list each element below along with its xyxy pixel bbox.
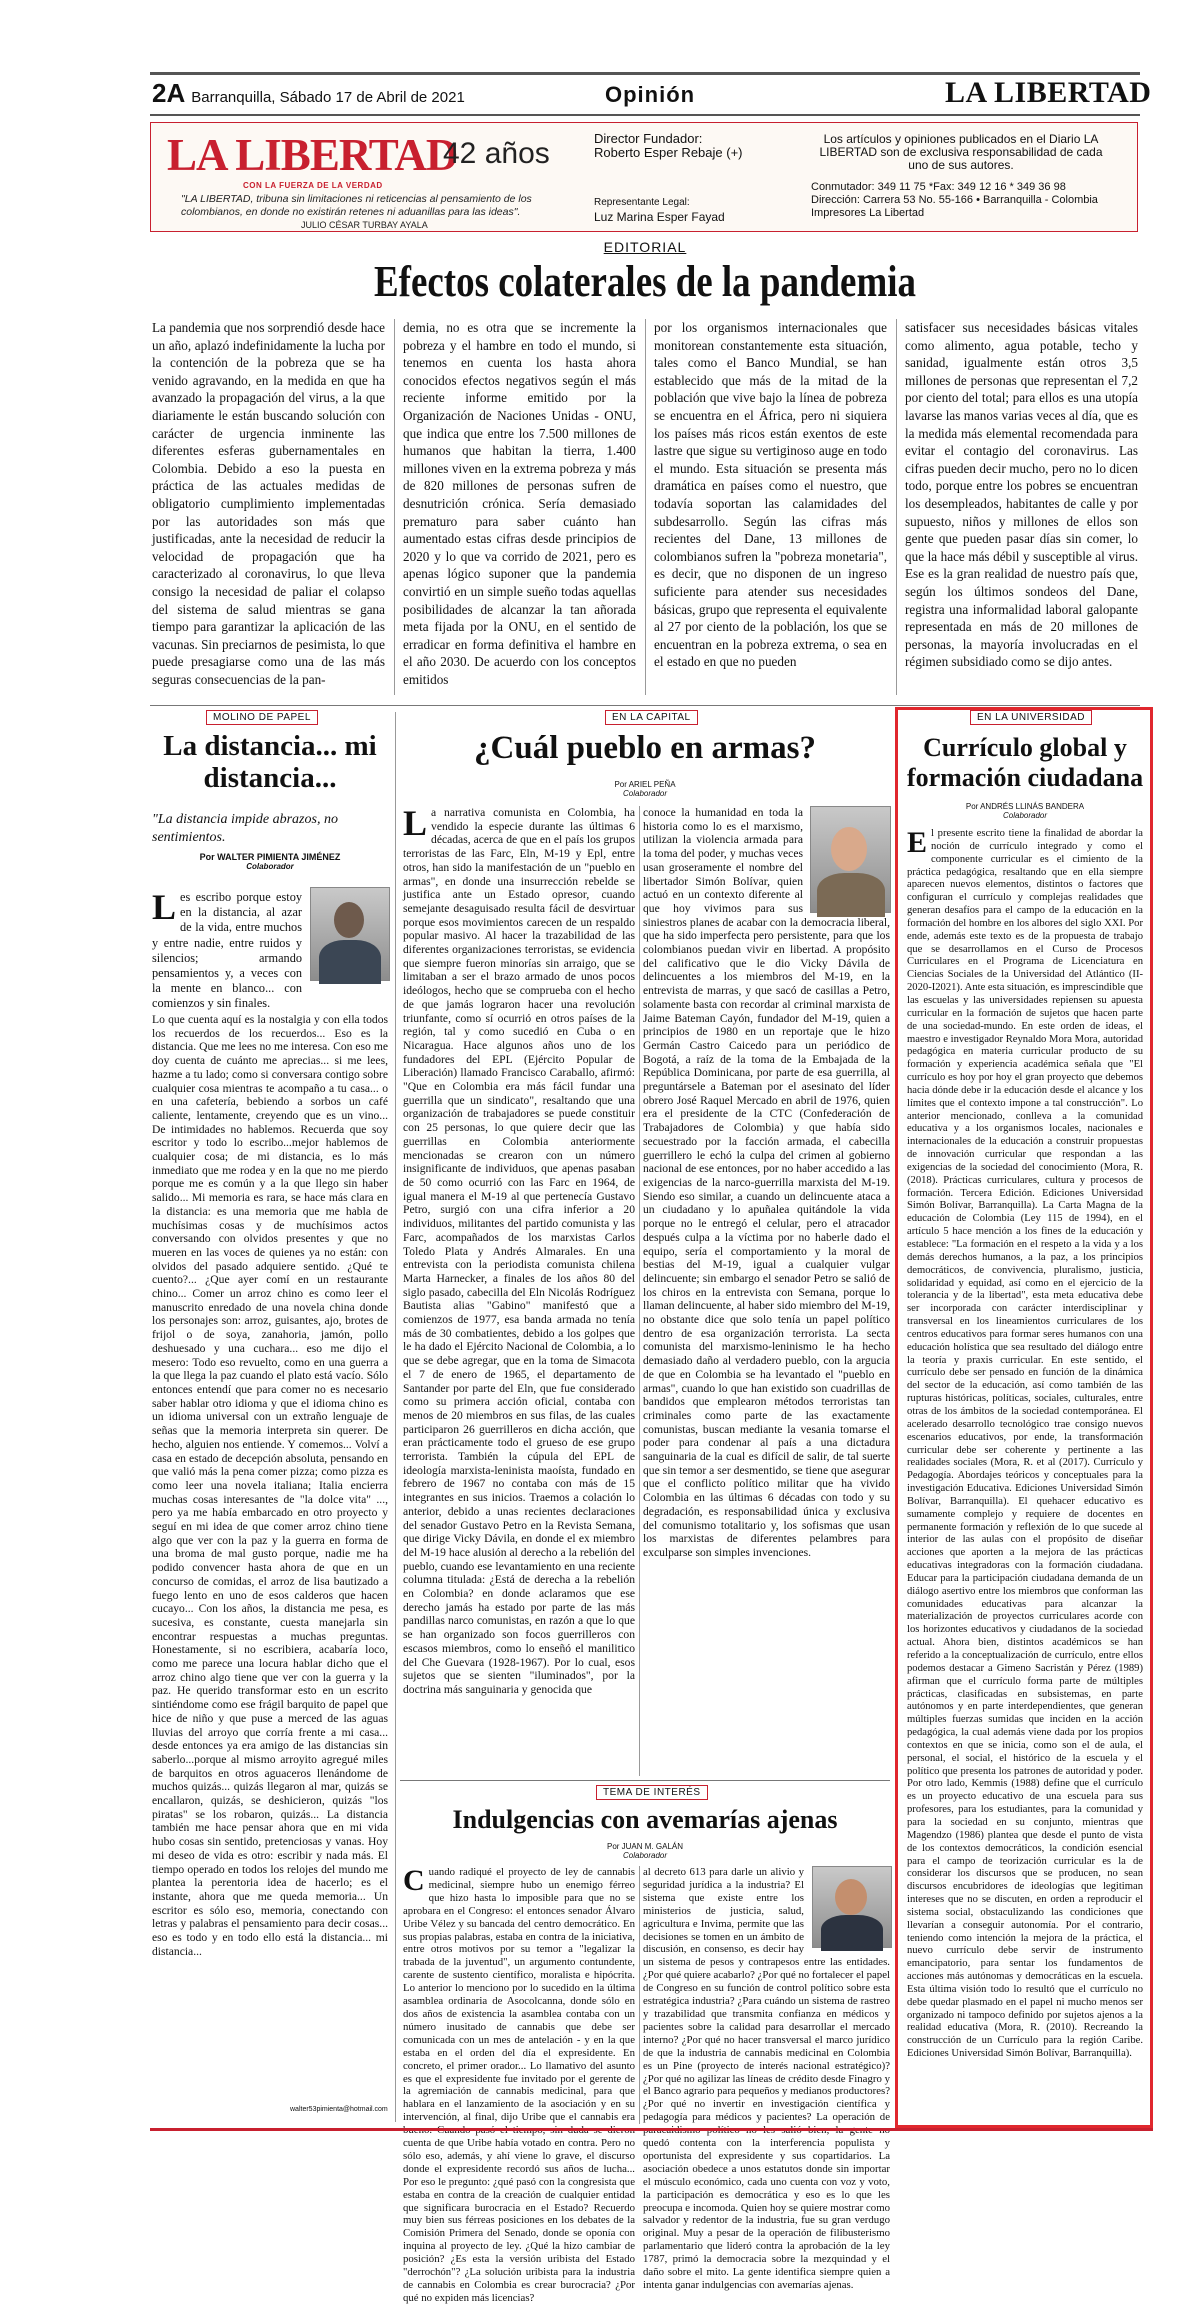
- masthead-address: Dirección: Carrera 53 No. 55-166 • Barranquilla - Colombia: [811, 194, 1098, 206]
- editorial-column-2: [403, 319, 636, 688]
- column-divider: [395, 712, 396, 2122]
- paper-name: LA LIBERTAD: [945, 76, 1152, 109]
- masthead-years: 42 años: [443, 137, 550, 170]
- masthead-phones: Conmutador: 349 11 75 *Fax: 349 12 16 * 349 36 98: [811, 181, 1066, 193]
- section-tag-capital: EN LA CAPITAL: [605, 710, 698, 725]
- pueblo-body-2: conoce la humanidad en toda la historia como lo es el marxismo, utilizan la violencia armada para la toma del poder, y muchas veces usan groseramente el nombre del libertador Simón Bolívar, quien actuó en un contexto diferente al que hoy vivimos para sus siniestros planes de acabar con la democracia liberal, que ha sido imperfecta pero persistente, para que los colombianos puedan vivir en libertad. A propósito del calificativo que le dio Vicky Dávila de delincuentes a los miembros del M-19, en la entrevista de marras, y que sacó de casillas a Petro, solamente basta con recordar al criminal marxista de Jaime Bateman Cayón, fundador del M-19, quien a principios de 1980 en un reportaje que le hizo Germán Castro Caicedo para un periódico de Bogotá, a raíz de la toma de la Embajada de la República Dominicana, por parte de esa guerrilla, al preguntársele a Bateman por el asesinato del líder obrero José Raquel Mercado en abril de 1976, quien era el presidente de la CTC (Confederación de Trabajadores de Colombia) y que había sido secuestrado por la facción armada, el cabecilla guerrillero le echó la culpa del crimen al gobierno nacional de ese entonces, por no haber accedido a las exigencias de la narco-guerrilla marxista del M-19. Siendo eso similar, a cuando un delincuente ataca a un ciudadano y lo apuñalea quitándole la vida porque no le entregó el celular, pero el atracador después culpa a la víctima por no haberle dado el equipo, sería el comportamiento y la moral de bestias del M-19, igual a cualquier vulgar delincuente; sin embargo el senador Petro se salió de los chiros en la entrevista con Semana, porque lo llaman delincuente, al haber sido miembro del M-19, no obstante dice que solo tenía un papel político dentro de esa organización terrorista. La secta comunista del marxismo-leninismo le ha hecho demasiado daño al verdadero pueblo, con la argucia de que en Colombia se ha levantado el "pueblo en armas", cuando lo que han existido son cuadrillas de bandidos que emplearon métodos terroristas tan criminales como parte de las exactamente comunistas, buscan mediante la vesania tomarse el poder para condenar al país a una dictadura sanguinaria de la cual es difícil de salir, de tal suerte que sin temor a ser desmentido, se tiene que asegurar que el conflicto político militar que ha vivido Colombia en las últimas 6 décadas con todo y su degradación, es responsabilidad única y exclusiva del comunismo totalitario y, los sofismas que usan los marxistas de diferentes pelambres para exculparse son simples invenciones.: [643, 806, 890, 1559]
- editorial-column-3: [654, 319, 887, 671]
- indulgencias-role: Colaborador: [622, 1851, 668, 1860]
- editorial-text-2: demia, no es otra que se incremente la pobreza y el hambre en todo el mundo, si tenemos en cuenta los hasta ahora conocidos efectos negativos según el más reciente informe emitido por la Organización de Naciones Unidas - ONU, que indica que entre los 7.500 millones de humanos que habitan la tierra, 1.400 millones viven en la extrema pobreza y más de 820 millones de personas sufren de desnutrición crónica. Sería demasiado prematuro para saber cuánto han aumentado estas cifras desde principios de 2020 y lo que va corrido de 2021, pero es apenas lógico suponer que la pandemia convirtió en un simple sueño todas aquellas posibilidades de alcanzar la tan añorada meta fijada por la ONU, en el sentido de erradicar en forma definitiva el hambre en el año 2030. De acuerdo con los conceptos emitidos: [403, 320, 636, 687]
- distancia-email: walter53pimienta@hotmail.com: [290, 2106, 388, 2113]
- masthead-logo: LA LIBERTAD: [167, 130, 458, 180]
- distancia-body: [152, 1013, 388, 2093]
- masthead: [150, 122, 1138, 232]
- masthead-slogan: CON LA FUERZA DE LA VERDAD: [243, 181, 383, 190]
- article-title-pueblo: ¿Cuál pueblo en armas?: [474, 730, 816, 766]
- top-rule: [150, 72, 1140, 75]
- header-rule: [150, 114, 1140, 116]
- distancia-byline: [152, 852, 388, 871]
- director-name: Roberto Esper Rebaje (+): [594, 145, 743, 160]
- pueblo-author: Por ARIEL PEÑA: [614, 780, 676, 789]
- legal-rep-label: Representante Legal:: [594, 197, 690, 208]
- director-label: Director Fundador:: [594, 131, 703, 146]
- curriculo-body-text: l presente escrito tiene la finalidad de abordar la noción de currículo integrado y como el componente curricular es el cimiento de la práctica pedagógica, resaltando que en ella siempre aparecen nuevos elementos, distintos o factores que configuran el currículo y complejas realidades que generan desafíos para el campo de la educación en la formación del hombre en los albores del siglo XXI. Por ende, además este texto es de la propuesta de trabajo que se desarrollamos en el Curso de Procesos Curriculares en el Programa de Licenciatura en Ciencias Sociales de la Universidad del Atlántico (II-2020-I2021). Ante esta situación, es imprescindible que las escuelas y las universidades repiensen su apuesta curricular en la formación de sujetos que hacen parte de una sociedad-mundo. En este orden de ideas, el maestro e investigador Reynaldo Mora Mora, autoridad pedagógica en materia curricular producto de su formación y experiencia académica señala que "El currículo es hoy por hoy el gran proyecto que debemos hacia dónde debe ir la educación desde el alcance y los límites que el contexto impone a tal construcción". Lo anterior mencionado, conlleva a la comunidad educativa y a los organismos locales, nacionales e internacionales de la educación a construir propuestas de innovación curricular que respondan a las exigencias de la sociedad del conocimiento (Mora, R. (2018). Prácticas curriculares, cultura y procesos de formación. Tercera Edición. Ediciones Universidad Simón Bolívar, Barranquilla). La Carta Magna de la educación de Colombia (Ley 115 de 1994), en el artículo 5 hace mención a los fines de la educación y establece: "La formación en el respeto a la vida y a los demás derechos humanos, a la paz, a los principios democráticos, de convivencia, pluralismo, justicia, solidaridad y equidad, así como en el ejercicio de la tolerancia y de la libertad", esta meta educativa debe ser incorporada con carácter interdisciplinar y transversal en los lineamientos curriculares de los centros educativos para formar seres humanos con una educación holística que sea resultado del diálogo entre la teoría y praxis curricular. En este sentido, el currículo debe ser pensado en función de la dinámica del sector de la educación, así como también de las rupturas históricas, políticas, sociales, culturales, entre otras de los ámbitos de la sociedad contemporánea. El acelerado desarrollo tecnológico trae consigo nuevos escenarios educativos, por ende, la transformación curricular debe ser coherente y pertinente a las realidades sociales (Mora, R. et al (2017). Currículo y Pedagogía. Abordajes teóricos y conceptuales para la investigación Educativa. Ediciones Universidad Simón Bolívar, Barranquilla). El quehacer educativo es sumamente complejo y requiere de docentes en permanente formación y reflexión de lo que sucede al interior de las aulas con el propósito de diseñar acciones que aporten a la mejora de las prácticas educativas integradoras con la formación ciudadana. Educar para la participación ciudadana demanda de un diálogo asertivo entre los miembros que conforman las comunidades educativas para alcanzar la materialización de proyectos curriculares acorde con los horizontes educativos y ciudadanos de la sociedad actual. Ahora bien, distintos académicos se han referido a la conceptualización de currículo, entre ellos podemos destacar a Gimeno Sacristán y Pérez (1989) afirman que el currículo forma parte de múltiples prácticas, clasificadas en subsistemas, en parte autónomos y en parte interdependientes, que generan múltiples fuerzas sumidas que inciden en la acción pedagógica, la cual además viene dada por los propios contextos en que se inicia, como son el de aula, el personal, el social, el histórico de la escuela y el político que presenta los patrones de autoridad y poder. Por otro lado, Kemmis (1988) define que el currículo es un proyecto educativo de una escuela para sus profesores, para los estudiantes, para la comunidad y para la sociedad en su conjunto, mientras que Magendzo (1986) plantea que desde el punto de vista de los contextos democráticos, la condición esencial para el campo de teorización curricular es la de considerar los discursos que se producen, no sean discursos encubridores de ideologías que legitiman intereses que no se discuten, en orden a reproducir el sistema social, obstaculizando las condiciones que llevarían a conseguir autonomía. Por el contrario, teniendo como intención la mejora de la práctica, el nuevo currículo debe servir de instrumento emancipatorio, para sentar los fundamentos de acciones más autónomas y democráticas en la escuela. Esta última visión todo lo resultó que el currículo no debe quedar plasmado en el papel ni mucho menos ser organizado ni tampoco definido por sujetos ajenos a la realidad educativa (Mora, R. (2010). Recreando la construcción de un Currículo para la región Caribe. Ediciones Universidad Simón Bolívar, Barranquilla).: [907, 828, 1143, 2060]
- curriculo-role: Colaborador: [1002, 811, 1048, 820]
- distancia-lead: Les escribo porque estoy en la distancia, al azar de la vida, entre muchos y entre nadie, entre ruidos y silencios; armando pensamientos y, a veces con la mente en blanco... con comienzos y sin finales.: [152, 887, 302, 1011]
- editorial-kicker: [150, 237, 1140, 256]
- indulgencias-column-2: [643, 1866, 890, 2291]
- article-title-curriculo: Currículo global y formación ciudadana: [906, 733, 1144, 792]
- editorial-kicker-text: EDITORIAL: [603, 239, 687, 255]
- section-name: Opinión: [605, 82, 696, 107]
- author-photo-pimienta: [310, 887, 390, 981]
- pueblo-column-1: La narrativa comunista en Colombia, ha vendido la especie durante las últimas 6 décadas, acerca de que en el país los grupos terroristas de las Farc, Eln, M-19 y Epl, entre otros, han sido la manifestación de un "pueblo en armas", en donde una insurrección rebelde se justifica ante un Estado opresor, cuando semejante desaguisado resulta fácil de desvirtuar porque esos movimientos carecen de un respaldo popular masivo. Al hacer la trazabilidad de las diferentes organizaciones terroristas, se evidencia que siempre fueron minorías sin arraigo, que se limitaban a ser el brazo armado de unos pocos ideólogos, hecho que se comprueba con el hecho de que jamás lograron hacer una revolución triunfante, como sí ocurrió en otros países de la región, tal y como sucedió en Cuba o en Nicaragua. Hace algunos años uno de los fundadores del EPL (Ejército Popular de Liberación) llamado Francisco Caraballo, afirmó: "Que en Colombia era más fácil fundar una guerrilla que un sindicato", resaltando que una organización de trabajadores se puede constituir con 25 personas, lo que quiere decir que las guerrillas en Colombia anteriormente mencionadas se crearon con un número insignificante de individuos, que apenas pasaban de 50 como ocurrió con las Farc en 1964, de igual manera el M-19 al que pertenecía Gustavo Petro, surgió con una cifra inferior a 20 individuos, militantes del partido comunista y las Farc, acompañados de los marxistas Carlos Toledo Plata y Andrés Almarales. En una entrevista con la periodista comunista chilena Marta Harnecker, a finales de los años 80 del siglo pasado, cabecilla del Eln Nicolás Rodríguez Bautista alias "Gabino" manifestó que a comienzos de 1977, esa banda armada no tenía más de 30 combatientes, debido a los golpes que le ha dado el Ejército Nacional de Colombia, a lo que se debe agregar, que en la toma de Simacota el 7 de enero de 1965, el departamento de Santander por parte del Eln, que fue considerado como su primera acción oficial, contaba con menos de 20 miembros en sus filas, de las cuales participaron 26 guerrilleros en dicha acción, que eran prácticamente todo el grueso de ese grupo terrorista. También la cúpula del EPL de ideología marxista-leninista maoísta, fundado en febrero de 1967 no contaba con más de 15 integrantes en sus inicios. Traemos a colación lo anterior, debido a unas recientes declaraciones del senador Gustavo Petro en la Revista Semana, que dirige Vicky Dávila, en donde el ex miembro del M-19 hace alusión al derecho a la rebelión del pueblo, cuando ese levantamiento en una reciente columna titulada: ¿Está de derecha a la rebelión en Colombia? en donde aclaramos que ese derecho jamás ha estado por parte de las más pandillas narco comunistas, en razón a que lo que se han organizado son focos guerrilleros con escasos miembros, como lo enseñó el manilitico del Che Guevara (1928-1967). Por lo cual, esos sujetos que se sienten "iluminados", por la doctrina más sanguinaria y genocida que: [403, 803, 635, 1696]
- indulgencias-column-1: Cuando radiqué el proyecto de ley de cannabis medicinal, siempre hubo un enemigo férreo que hizo hasta lo imposible para que no se aprobara en el Congreso: el entonces senador Álvaro Uribe Vélez y su bancada del centro democrático. En sus propias palabras, estaba en contra de la iniciativa, entre otros motivos por su temor a "legalizar la trabada de la juventud", un argumento contundente, carente de sustento científico, moralista e hipócrita. Lo anterior lo menciono por lo sucedido en la última asamblea ordinaria de Asocolcanna, donde sólo en dos años de existencia la asamblea contaba con un número inusitado de cannabis que debe ser comunicada con un mes de antelación - y en la que estaba en el orden del día el expresidente. En concreto, el primer orador... Lo llamativo del asunto es que el expresidente fue invitado por el gerente de la agremiación de cannabis medicinal, para que hablara en el lanzamiento de la asociación y en su intervención, al final, dijo Uribe que el cannabis era cuenta de que Uribe había votado en contra. Pero no sólo eso, además, y ahí viene lo grave, el discurso donde el expresidente recordó sus años de lucha... Por eso le pregunto: ¿qué pasó con la congresista que estaba en contra de la creación de cualquier entidad que significara burocracia en el Estado? Recuerdo muy bien sus férreas posiciones en los debates de la Comisión Primera del Senado, donde se oponía con inquina al proyecto de ley. ¿Qué la hizo cambiar de posición? ¿Es esta la versión uribista del Estado "derrochón"? ¿La solución uribista para la industria de cannabis en Colombia es crear burocracia? ¿Por qué no expiden más licencias?: [403, 1864, 635, 2304]
- masthead-quote-author: JULIO CÉSAR TURBAY AYALA: [301, 220, 428, 230]
- section-rule: [400, 1780, 890, 1781]
- section-tag-molino: MOLINO DE PAPEL: [206, 710, 318, 725]
- pueblo-role: Colaborador: [622, 789, 668, 798]
- editorial-column-1: [152, 319, 385, 688]
- footer-rule: [150, 2128, 1153, 2131]
- column-divider: [639, 1866, 640, 2124]
- article-title-indulgencias: Indulgencias con avemarías ajenas: [452, 1805, 838, 1834]
- editorial-text-4: satisfacer sus necesidades básicas vitales como alimento, agua potable, techo y sanidad, igualmente están otros 3,5 millones de personas que representan el 7,2 por ciento del total; para ellos es una utopía lavarse las manos varias veces al día, que es la medida más elemental recomendada para evitar el contagio del coronavirus. Las cifras pueden decir mucho, pero no lo dicen todo, porque entre los pobres se encuentran los desempleados, habitantes de calle y por supuesto, niños y millones de ellos son gente que pueden pasar días sin comer, lo que la hace más débil y susceptible al virus. Ese es la gran realidad de nuestro país que, según los últimos sondeos del Dane, registra una informalidad laboral galopante representada en más de 20 millones de personas, la mayoría involucradas en el régimen subsidiado como se dijo antes.: [905, 320, 1138, 670]
- indulgencias-byline: [400, 1842, 890, 1860]
- distancia-lead-text: es escribo porque estoy en la distancia, al azar de la vida, entre muchos y entre nadie, entre ruidos y silencios; armando pensamientos y, a veces con la mente en blanco... con comienzos y sin finales.: [152, 890, 302, 1011]
- header-dateline: [152, 78, 465, 109]
- legal-rep-name: Luz Marina Esper Fayad: [594, 210, 725, 224]
- pueblo-body-1: a narrativa comunista en Colombia, ha vendido la especie durante las últimas 6 décadas, acerca de que en el país los grupos terroristas de las Farc, Eln, M-19 y Epl, entre otros, han sido la manifestación de un "pueblo en armas", en donde una insurrección rebelde se justifica ante un Estado opresor, cuando semejante desaguisado resulta fácil de desvirtuar porque esos movimientos carecen de un respaldo popular masivo. Al hacer la trazabilidad de las diferentes organizaciones terroristas, se evidencia que siempre fueron minorías sin arraigo, que se limitaban a ser el brazo armado de unos pocos ideólogos, hecho que se comprueba con el hecho de que jamás lograron hacer una revolución triunfante, como sí ocurrió en otros países de la región, tal y como sucedió en Cuba o en Nicaragua. Hace algunos años uno de los fundadores del EPL (Ejército Popular de Liberación) llamado Francisco Caraballo, afirmó: "Que en Colombia era más fácil fundar una guerrilla que un sindicato", resaltando que una organización de trabajadores se puede constituir con 25 personas, lo que quiere decir que las guerrillas en Colombia anteriormente mencionadas se crearon con un número insignificante de individuos, que apenas pasaban de 50 como ocurrió con las Farc en 1964, de igual manera el M-19 al que pertenecía Gustavo Petro, surgió con una cifra inferior a 20 individuos, militantes del partido comunista y las Farc, acompañados de los marxistas Carlos Toledo Plata y Andrés Almarales. En una entrevista con la periodista comunista chilena Marta Harnecker, a finales de los años 80 del siglo pasado, cabecilla del Eln Nicolás Rodríguez Bautista alias "Gabino" manifestó que a comienzos de 1977, esa banda armada no tenía más de 30 combatientes, debido a los golpes que le ha dado el Ejército Nacional de Colombia, a lo que se debe agregar, que en la toma de Simacota el 7 de enero de 1965, el departamento de Santander por parte del Eln, que fue considerado como su primera acción oficial, contaba con menos de 20 miembros en sus filas, de las cuales participaron 26 guerrilleros en dicha acción, que eran prácticamente todo el grueso de ese grupo terrorista. También la cúpula del EPL de ideología marxista-leninista maoísta, fundado en febrero de 1967 no contaba con más de 15 integrantes en sus inicios. Traemos a colación lo anterior, debido a unas recientes declaraciones del senador Gustavo Petro en la Revista Semana, que dirige Vicky Dávila, en donde el ex miembro del M-19 hace alusión al derecho a la rebelión del pueblo, cuando ese levantamiento en una reciente columna titulada: ¿Está de derecha a la rebelión en Colombia? en donde aclaramos que ese derecho jamás ha estado por parte de las más pandillas narco comunistas, en razón a que lo que se han organizado son focos guerrilleros con escasos miembros, como lo enseñó el manilitico del Che Guevara (1928-1967). Por lo cual, esos sujetos que se sienten "iluminados", por la doctrina más sanguinaria y genocida que: [403, 806, 635, 1696]
- distancia-body-text: Lo que cuenta aquí es la nostalgia y con ella todos los recuerdos de los recuerdos... Eso es la distancia. Que me lees no me interesa. Con eso me doy cuenta de cuánto me aprecias... si me lees, hazme a tu lado; como si conversara contigo sobre cualquier cosa mientras te acompaño a tu casa... o en una cafetería, bebiendo a sorbos un café caliente, lentamente, creyendo que es un vino... De intimidades no hablemos. Recuerda que soy escritor y todo lo escribo...mejor hablemos de cualquier cosa; de mi distancia, es lo más inmediato que me rodea y en la que no me pierdo porque me es común y a la que llego sin haber salido... Mi memoria es rara, se hace más clara en la distancia: es una memoria que me habla de muchísimas cosas y de muchísimos actos conversando con olvidos presentes y que no mueren en las voces de quienes ya no están: con olvidos del pasado adquiere sentido. ¿Qué te cuento?... ¿Que ayer comí en un restaurante chino... Comer un arroz chino es como leer el manuscrito enredado de una novela china donde los personajes son: arroz, guisantes, ajo, brotes de frijol o de soya, zanahoria, jamón, pollo deshuesado y una cuchara... eso me dijo el mesero: Todo eso revuelto, como en una guerra a la que llega la paz cuando el plato está vacío. Sólo entonces entendí que para comer no es necesario saber hablar otro idioma y que el idioma chino es un idioma universal con un extraño lenguaje de señas que la memoria interpreta sin querer. De hecho, alguien nos entiende. Y comemos... Volví a casa en estado de decepción absoluta, pensando en que valió más la pena comer pizza; como pizza es como leer una novela italiana; Italia encierra muchas cosas interesantes de "la dolce vita" ..., pero ya me había embarcado en otro proyecto y seguí en mi idea de que comer arroz chino tiene algo que ver con la paz y la guerra en forma de una broma de mal gusto porque, nadie me ha podido convencer hasta ahora de que en un concurso de comidas, el arroz de lisa bautizado a fuego lento en uno de esos calderos que hacen cucayo... Con los años, la distancia me pesa, es sucesiva, es constante, cuesta manejarla sin encontrar respuestas a muchas preguntas. Honestamente, si no escribiera, acabaría loco, como me parece una locura hablar dicho que el arroz chino algo tiene que ver con la guerra y la paz. He querido transformar esto en un escrito sintiéndome como ese frágil barquito de papel que hice de niño y que puse a merced de las aguas lluvias del arroyo que corría frente a mi casa... desde entonces ya era amigo de las distancias sin saberlo...porque al mismo arroyito agregué miles de barquitos en otros aguaceros llenándome de muchos quizás... quizás llegaron al mar, quizás se encallaron, quizás, se deshicieron, quizás "los piratas" se los robaron, quizás... La distancia también me hace pensar ahora que en mi vida hubo cosas sin sentido, pretenciosas y vanas. Hoy mi deseo de vida es otro: escribir y nada más. El tiempo operado en todos los relojes del mundo me plantea la perentoria idea de hacerlo; es el instante, ahora que me queda memoria... Un escritor es sólo eso, memoria, conectando con letras y palabras el pensamiento para decir cosas... eso es todo y en todo ello está la distancia... mi distancia...: [152, 1013, 388, 1958]
- indulgencias-author: Por JUAN M. GALÁN: [606, 1842, 683, 1851]
- section-tag-universidad: EN LA UNIVERSIDAD: [970, 710, 1092, 725]
- masthead-printer: Impresores La Libertad: [811, 207, 925, 219]
- column-divider: [645, 319, 646, 695]
- editorial-text-3: por los organismos internacionales que monitorean constantemente esta situación, tales como el Banco Mundial, se han establecido que más de la mitad de la población que vive bajo la línea de pobreza se encuentra en el África, pero ni siquiera los países más ricos están exentos de este lastre que sigue su vertiginoso auge en todo el mundo. Esta situación se presenta más dramática en países como el nuestro, que todavía soportan las calamidades del subdesarrollo. Según las cifras más recientes del Dane, 13 millones de colombianos sufren la "pobreza monetaria", es decir, que no disponen de un ingreso suficiente para atender sus necesidades básicas, grupo que representa el equivalente al 27 por ciento de la población, los que se encuentran en la pobreza extrema, o sea en el estado en que no pueden: [654, 320, 887, 670]
- editorial-text-1: La pandemia que nos sorprendió desde hace un año, aplazó indefinidamente la lucha por la contención de la pobreza que se ha venido agravando, en la medida en que ha avanzado la propagación del virus, a la que diariamente le están buscando solución con carácter de urgencia inminente las diferentes esferas gubernamentales en Colombia. Debido a eso la puesta en práctica de las actuales medidas de obligatorio cumplimiento implementadas por las autoridades son más que justificadas, ante la necesidad de reducir la velocidad de propagación que ha caracterizado al coronavirus, lo que lleva consigo la necesidad de paliar el colapso del sistema de salud mientras se gana tiempo para garantizar la aplicación de las vacunas. Sin preciarnos de pesimista, lo que puede presagiarse como una de las más seguras consecuencias de la pan-: [152, 320, 385, 687]
- distancia-author: Por WALTER PIMIENTA JIMÉNEZ: [199, 852, 341, 862]
- article-title-distancia: La distancia... mi distancia...: [163, 730, 377, 794]
- section-rule: [150, 705, 1140, 706]
- distancia-epigraph: "La distancia impide abrazos, no sentimientos.: [152, 812, 338, 845]
- column-divider: [639, 806, 640, 1776]
- masthead-quote: "LA LIBERTAD, tribuna sin limitaciones ni reticencias al pensamiento de los colombianos, en donde no existirán retenes ni aduanillas para las ideas".: [181, 193, 532, 218]
- pueblo-column-2: [643, 806, 890, 1776]
- curriculo-author: Por ANDRÉS LLINÁS BANDERA: [965, 802, 1085, 811]
- column-divider: [896, 319, 897, 695]
- page-number: 2A: [152, 78, 186, 108]
- masthead-contact: [811, 181, 1131, 220]
- curriculo-byline: [905, 802, 1145, 820]
- pueblo-byline: [400, 780, 890, 798]
- indulgencias-body-2: al decreto 613 para darle un alivio y seguridad jurídica a la industria? El sistema que existe entre los ministerios de justicia, salud, agricultura e Invima, permite que las decisiones se tomen en un ámbito de discusión, en consenso, es decir hay un sistema de pesos y contrapesos entre las entidades. ¿Por qué quiere acabarlo? ¿Por qué no fortalecer el papel de Congreso en su función de control político sobre esta estratégica industria? ¿Para cuándo un sistema de rastreo y trazabilidad que transmita confianza en médicos y pacientes sobre la calidad para desarrollar el mercado interno? ¿Por qué no hacer transversal el marco jurídico de que la industria de cannabis medicinal en Colombia es un Pine (proyecto de interés nacional estratégico)? ¿Por qué no agilizar las líneas de crédito desde Finagro y el Banco agrario para pequeños y medianos productores? ¿Por qué no invertir en investigación científica y pedagogía para médicos y pacientes? La operación de quedó contenta con la interferencia populista y oportunista del expresidente y sus copartidarios. La asociación obedece a unos estatutos donde sin importar el músculo económico, cada uno cuenta con voz y voto, la participación es democrática y eso es lo que les preocupa e incomoda. Quien hoy se quiere mostrar como salvador y redentor de la industria, fue su gran verdugo original. Muy a pesar de la operación de filibusterismo parlamentario que lideró contra la aprobación de la ley 1787, primó la democracia sobre la mezquindad y el daño sobre el mito. La gente identifica siempre quien a intenta ganar indulgencias con avemarías ajenas.: [643, 1866, 890, 2291]
- editorial-column-4: [905, 319, 1138, 671]
- editorial-title: Efectos colaterales de la pandemia: [374, 257, 916, 306]
- distancia-role: Colaborador: [246, 862, 294, 871]
- curriculo-body: El presente escrito tiene la finalidad de abordar la noción de currículo integrado y como el componente curricular es el cimiento de la práctica pedagógica, resaltando que en ella siempre aparecen nuevos elementos, distintos o factores que configuran el currículo y complejas realidades que generan desafíos para el campo de la educación en la formación del hombre en los albores del siglo XXI. Por ende, además este texto es de la propuesta de trabajo que se desarrollamos en el Curso de Procesos Curriculares en el Programa de Licenciatura en Ciencias Sociales de la Universidad del Atlántico (II-2020-I2021). Ante esta situación, es imprescindible que las escuelas y las universidades repiensen su apuesta curricular en la formación de sujetos que hacen parte de una sociedad-mundo. En este orden de ideas, el maestro e investigador Reynaldo Mora Mora, autoridad pedagógica en materia curricular producto de su formación y experiencia académica señala que "El currículo es hoy por hoy el gran proyecto que debemos hacia dónde debe ir la educación desde el alcance y los límites que el contexto impone a tal construcción". Lo anterior mencionado, conlleva a la comunidad educativa y a los organismos locales, nacionales e internacionales de la educación a construir propuestas de innovación curricular que respondan a las exigencias de la sociedad del conocimiento (Mora, R. (2018). Prácticas curriculares, cultura y procesos de formación. Tercera Edición. Ediciones Universidad Simón Bolívar, Barranquilla). La Carta Magna de la educación de Colombia (Ley 115 de 1994), en el artículo 5 hace mención a los fines de la educación y establece: "La formación en el respeto a la vida y a los demás derechos humanos, a la paz, a los principios democráticos, de convivencia, pluralismo, justicia, solidaridad y equidad, así como en el ejercicio de la tolerancia y de la libertad", esta meta educativa debe ser incorporada con carácter interdisciplinar y transversal en los lineamientos curriculares de los centros educativos para formar seres humanos con una educación holística que sea resultado del diálogo entre la teoría y praxis curricular. En este sentido, el currículo debe ser pensado en función de la dinámica del sector de la educación, así como también de las rupturas históricas, políticas, sociales, culturales, entre otras de los ámbitos de la sociedad contemporánea. El acelerado desarrollo tecnológico trae consigo nuevos escenarios educativos, por ende, la transformación curricular debe ser coherente y pertinente a las realidades sociales (Mora, R. et al (2017). Currículo y Pedagogía. Abordajes teóricos y conceptuales para la investigación Educativa. Ediciones Universidad Simón Bolívar, Barranquilla). El quehacer educativo es sumamente complejo y requiere de docentes en permanente formación y reflexión de lo que sucede al interior de las aulas con el propósito de diseñar acciones que aporten a la mejora de las prácticas educativas integradoras con la formación ciudadana. Educar para la participación ciudadana demanda de un diálogo asertivo entre los miembros que conforman las comunidades educativas para alcanzar la materialización de proyectos curriculares acorde con los horizontes educativos y ciudadanos de la sociedad actual. Ahora bien, distintos académicos se han referido a la conceptualización de currículo, entre ellos podemos destacar a Gimeno Sacristán y Pérez (1989) afirman que el currículo forma parte de múltiples prácticas, clasificadas en subsistemas, en parte autónomos y en parte interdependientes, que generan múltiples fuerzas sumidas que inciden en la acción pedagógica, la cual además viene dada por los propios contextos en que se inicia, como son el de aula, el personal, el social, el histórico de la escuela y el político que presenta los patrones de autoridad y poder. Por otro lado, Kemmis (1988) define que el currículo es un proyecto educativo de una escuela para sus profesores, para los estudiantes, para la comunidad y para la sociedad en su conjunto, mientras que Magendzo (1986) plantea que desde el punto de vista de los contextos democráticos, la condición esencial para el campo de teorización curricular es la de considerar los discursos que se producen, no sean discursos encubridores de ideologías que legitiman intereses que no se discuten, en orden a reproducir el sistema social, obstaculizando las condiciones que llevarían a conseguir autonomía. Por el contrario, teniendo como intención la mejora de la práctica, el nuevo currículo debe servir de instrumento emancipatorio, para sentar los fundamentos de acciones más autónomas y democráticas en la escuela. Esta última visión todo lo resultó que el currículo no debe quedar plasmado en el papel ni mucho menos ser organizado ni tampoco definido por sujetos ajenos a la realidad educativa (Mora, R. (2010). Recreando la construcción de un Currículo para la región Caribe. Ediciones Universidad Simón Bolívar, Barranquilla).: [907, 826, 1143, 2060]
- indulgencias-body-1: uando radiqué el proyecto de ley de cannabis medicinal, siempre hubo un enemigo férreo que hizo hasta lo imposible para que no se aprobara en el Congreso: el entonces senador Álvaro Uribe Vélez y su bancada del centro democrático. En sus propias palabras, estaba en contra de la iniciativa, entre otros motivos por su temor a "legalizar la trabada de la juventud", un argumento contundente, carente de sustento científico, moralista e hipócrita. Lo anterior lo menciono por lo sucedido en la última asamblea ordinaria de Asocolcanna, donde sólo en dos años de existencia la asamblea contaba con un número inusitado de cannabis que debe ser comunicada con un mes de antelación - y en la que estaba en el orden del día el expresidente. En concreto, el primer orador... Lo llamativo del asunto es que el expresidente fue invitado por el gerente de la agremiación de cannabis medicinal, para que hablara en el lanzamiento de la asociación y en su intervención, al final, dijo Uribe que el cannabis era cuenta de que Uribe había votado en contra. Pero no sólo eso, además, y ahí viene lo grave, el discurso donde el expresidente recordó sus años de lucha... Por eso le pregunto: ¿qué pasó con la congresista que estaba en contra de la creación de cualquier entidad que significara burocracia en el Estado? Recuerdo muy bien sus férreas posiciones en los debates de la Comisión Primera del Senado, donde se oponía con inquina al proyecto de ley. ¿Qué la hizo cambiar de posición? ¿Es esta la versión uribista del Estado "derrochón"? ¿La solución uribista para la industria de cannabis en Colombia es crear burocracia? ¿Por qué no expiden más licencias?: [403, 1866, 635, 2304]
- column-divider: [394, 319, 395, 695]
- dateline: Barranquilla, Sábado 17 de Abril de 2021: [191, 89, 465, 106]
- section-tag-interes: TEMA DE INTERÉS: [596, 1785, 708, 1800]
- masthead-notice: Los artículos y opiniones publicados en el Diario LA LIBERTAD son de exclusiva responsabilidad de cada uno de sus autores.: [819, 132, 1103, 172]
